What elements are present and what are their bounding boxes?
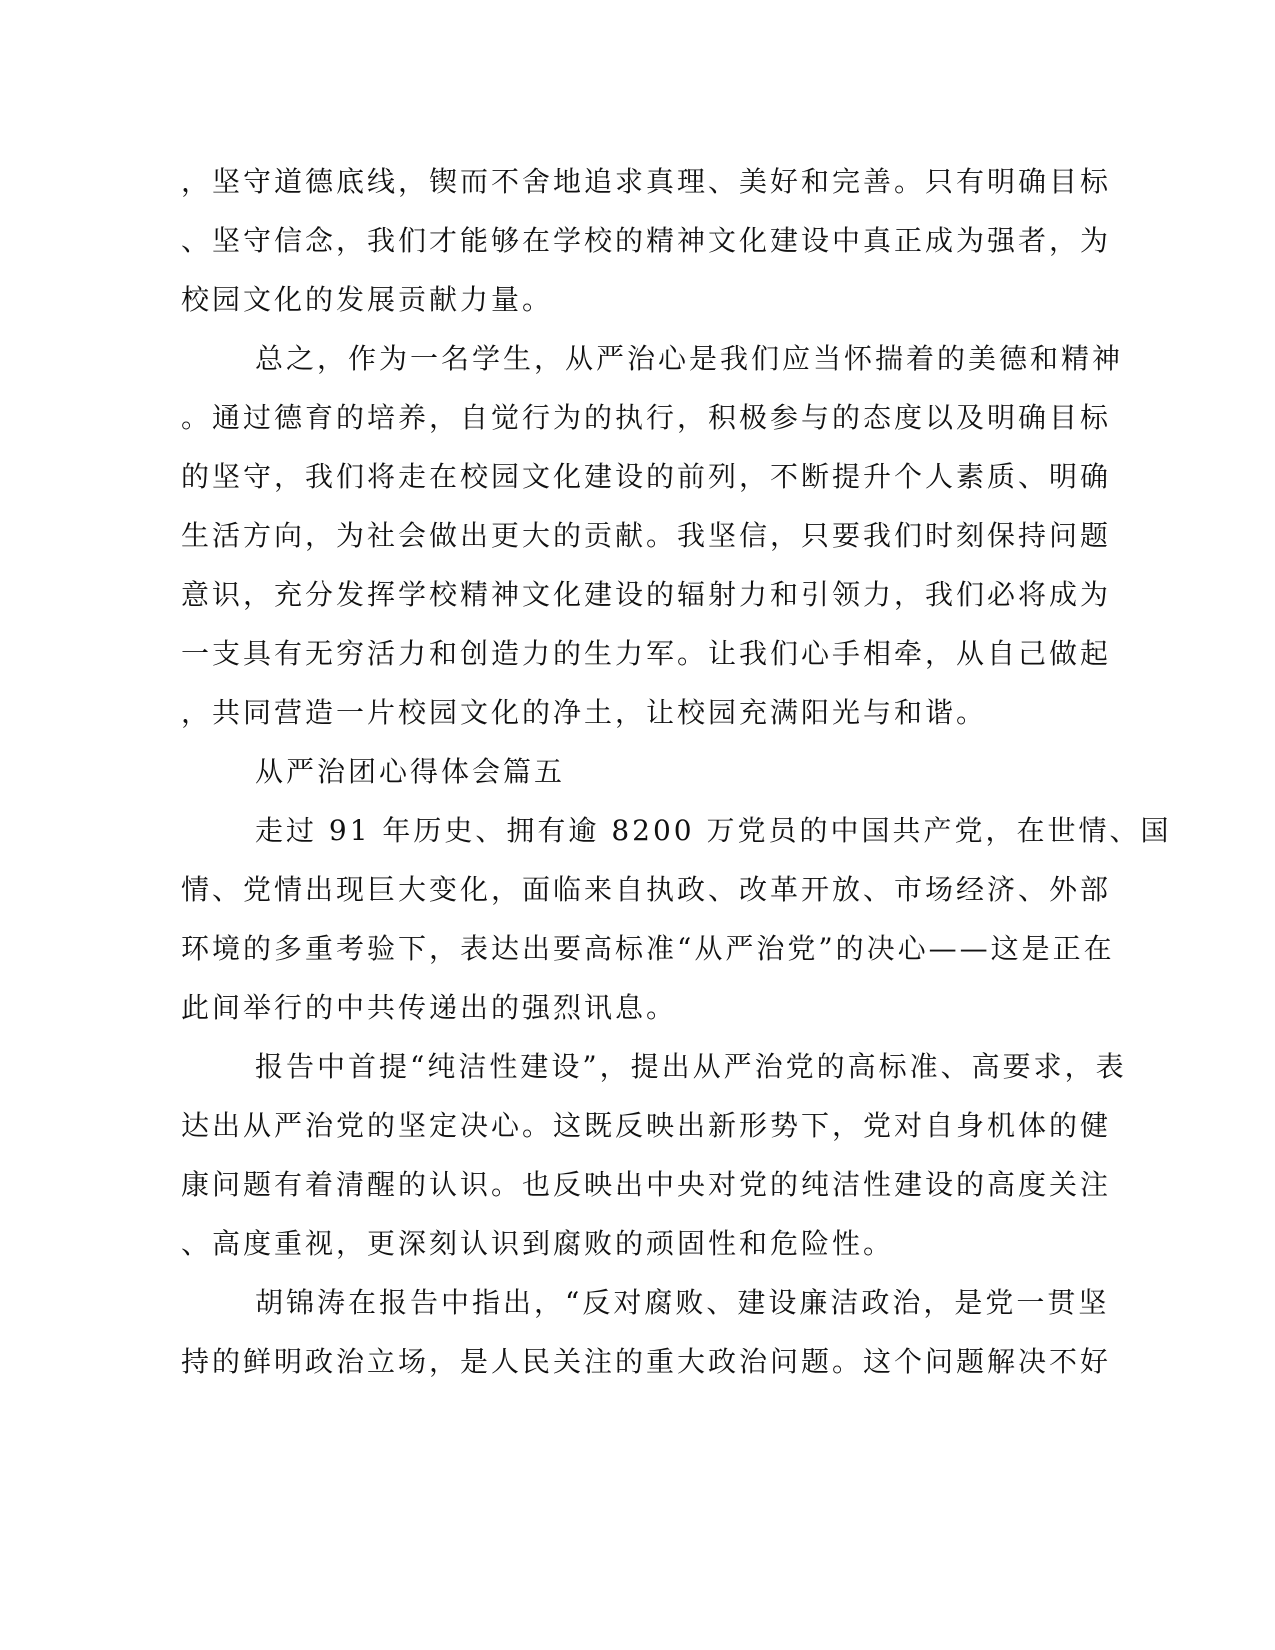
paragraph-start-line: 总之，作为一名学生，从严治心是我们应当怀揣着的美德和精神: [255, 342, 1124, 375]
paragraph-start-line: 走过 91 年历史、拥有逾 8200 万党员的中国共产党，在世情、国: [255, 814, 1172, 847]
text-line: 情、党情出现巨大变化，面临来自执政、改革开放、市场经济、外部: [181, 873, 1112, 906]
text-line: ，共同营造一片校园文化的净土，让校园充满阳光与和谐。: [181, 696, 988, 729]
text-line: 一支具有无穷活力和创造力的生力军。让我们心手相牵，从自己做起: [181, 637, 1112, 670]
text-line: 生活方向，为社会做出更大的贡献。我坚信，只要我们时刻保持问题: [181, 519, 1112, 552]
paragraph-start-line: 胡锦涛在报告中指出，“反对腐败、建设廉洁政治，是党一贯坚: [255, 1286, 1110, 1319]
text-line: 达出从严治党的坚定决心。这既反映出新形势下，党对自身机体的健: [181, 1109, 1112, 1142]
text-line: 环境的多重考验下，表达出要高标准“从严治党”的决心——这是正在: [181, 932, 1115, 965]
text-line: 、高度重视，更深刻认识到腐败的顽固性和危险性。: [181, 1227, 895, 1260]
text-line: 康问题有着清醒的认识。也反映出中央对党的纯洁性建设的高度关注: [181, 1168, 1112, 1201]
text-line: 。通过德育的培养，自觉行为的执行，积极参与的态度以及明确目标: [181, 401, 1112, 434]
text-line: 校园文化的发展贡献力量。: [181, 283, 554, 316]
text-line: 此间举行的中共传递出的强烈讯息。: [181, 991, 678, 1024]
section-heading: 从严治团心得体会篇五: [255, 755, 566, 788]
body-text: [181, 152, 1172, 1391]
text-line: 、坚守信念，我们才能够在学校的精神文化建设中真正成为强者，为: [181, 224, 1112, 257]
text-line: ，坚守道德底线，锲而不舍地追求真理、美好和完善。只有明确目标: [181, 165, 1112, 198]
text-line: 的坚守，我们将走在校园文化建设的前列，不断提升个人素质、明确: [181, 460, 1112, 493]
paragraph-start-line: 报告中首提“纯洁性建设”，提出从严治党的高标准、高要求，表: [255, 1050, 1127, 1083]
text-line: 持的鲜明政治立场，是人民关注的重大政治问题。这个问题解决不好: [181, 1345, 1112, 1378]
text-line: 意识，充分发挥学校精神文化建设的辐射力和引领力，我们必将成为: [181, 578, 1112, 611]
